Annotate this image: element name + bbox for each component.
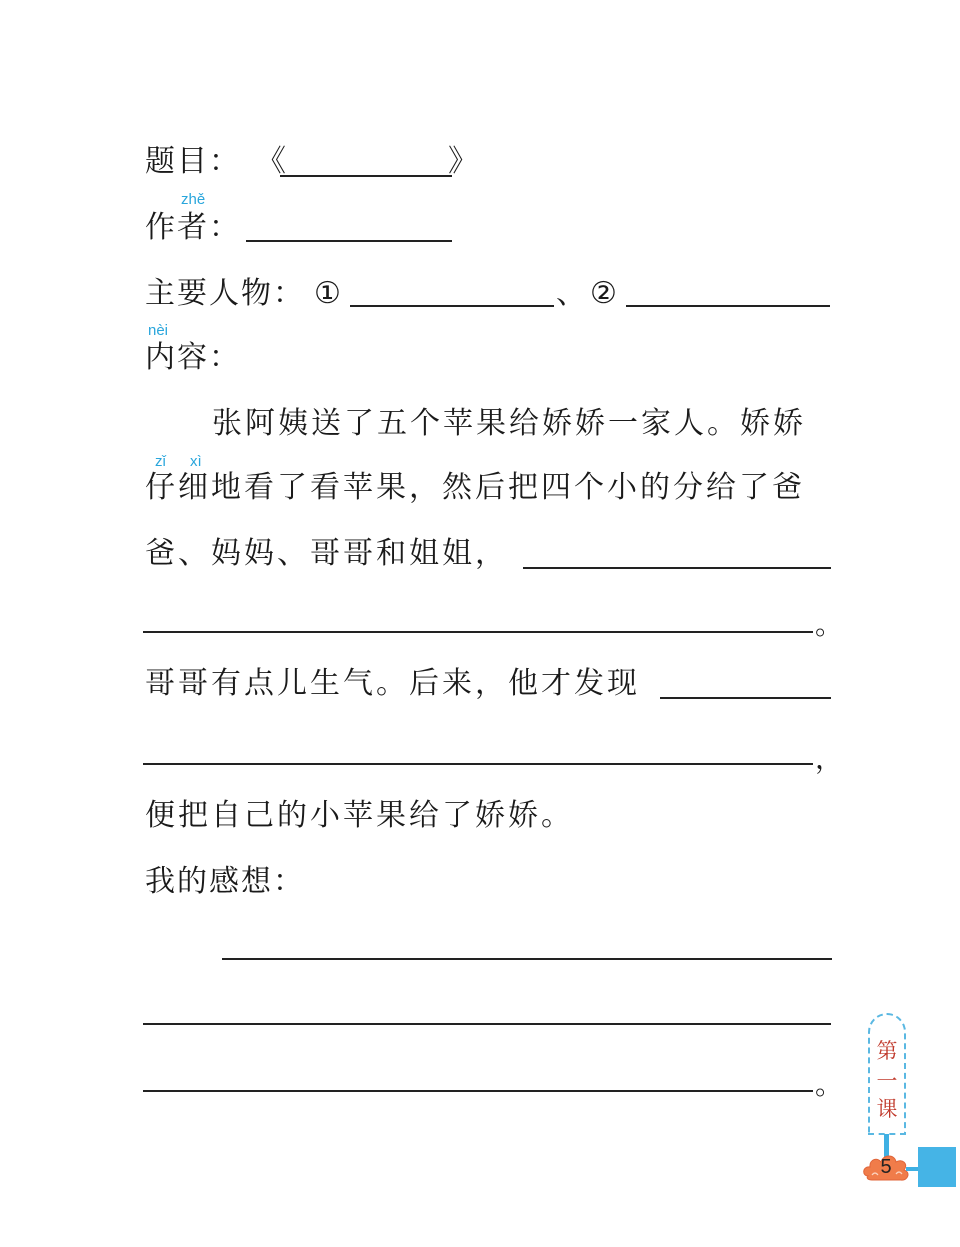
author-blank[interactable] (246, 240, 452, 242)
paragraph-line-1: 张阿姨送了五个苹果给娇娇一家人。娇娇 (212, 406, 806, 441)
lesson-tab-char-1: 第 (876, 1039, 898, 1063)
paragraph-blank-1a[interactable] (523, 567, 831, 569)
characters-label: 主要人物： (145, 276, 305, 311)
title-open-bracket: 《 (256, 144, 288, 179)
lesson-tab-char-3: 课 (876, 1097, 898, 1121)
thoughts-period: 。 (815, 1068, 844, 1101)
title-blank[interactable] (280, 175, 452, 177)
pinyin-zhe: zhě (181, 191, 206, 208)
paragraph-period-1: 。 (815, 608, 844, 641)
character-1-marker: ① (314, 276, 343, 311)
paragraph-comma: ， (815, 742, 844, 775)
paragraph-blank-2a[interactable] (660, 697, 831, 699)
pinyin-nei: nèi (148, 322, 169, 339)
paragraph-line-2: 仔细地看了看苹果，然后把四个小的分给了爸 (145, 470, 805, 505)
title-close-bracket: 》 (448, 144, 480, 179)
paragraph-blank-2b[interactable] (143, 763, 813, 765)
character-2-marker: ② (590, 276, 619, 311)
character-1-blank[interactable] (350, 305, 554, 307)
thoughts-blank-1[interactable] (222, 958, 832, 960)
page-number: 5 (880, 1156, 892, 1178)
content-label: 内容： (145, 340, 241, 375)
paragraph-line-3: 爸、妈妈、哥哥和姐姐， (145, 536, 508, 571)
lesson-tab-char-2: 一 (876, 1069, 898, 1093)
character-2-blank[interactable] (626, 305, 830, 307)
thoughts-label: 我的感想： (145, 864, 305, 899)
thoughts-blank-2[interactable] (143, 1023, 831, 1025)
pinyin-xi: xì (190, 453, 202, 470)
character-separator: 、 (556, 276, 588, 311)
lesson-tab (868, 1013, 906, 1135)
paragraph-line-5: 哥哥有点儿生气。后来，他才发现 (145, 666, 640, 701)
page-corner-marker (918, 1147, 956, 1187)
author-label: 作者： (145, 210, 241, 245)
title-label: 题目： (145, 144, 241, 179)
pinyin-zi: zǐ (155, 453, 166, 470)
thoughts-blank-3[interactable] (143, 1090, 813, 1092)
paragraph-line-7: 便把自己的小苹果给了娇娇。 (145, 798, 574, 833)
paragraph-blank-1b[interactable] (143, 631, 813, 633)
